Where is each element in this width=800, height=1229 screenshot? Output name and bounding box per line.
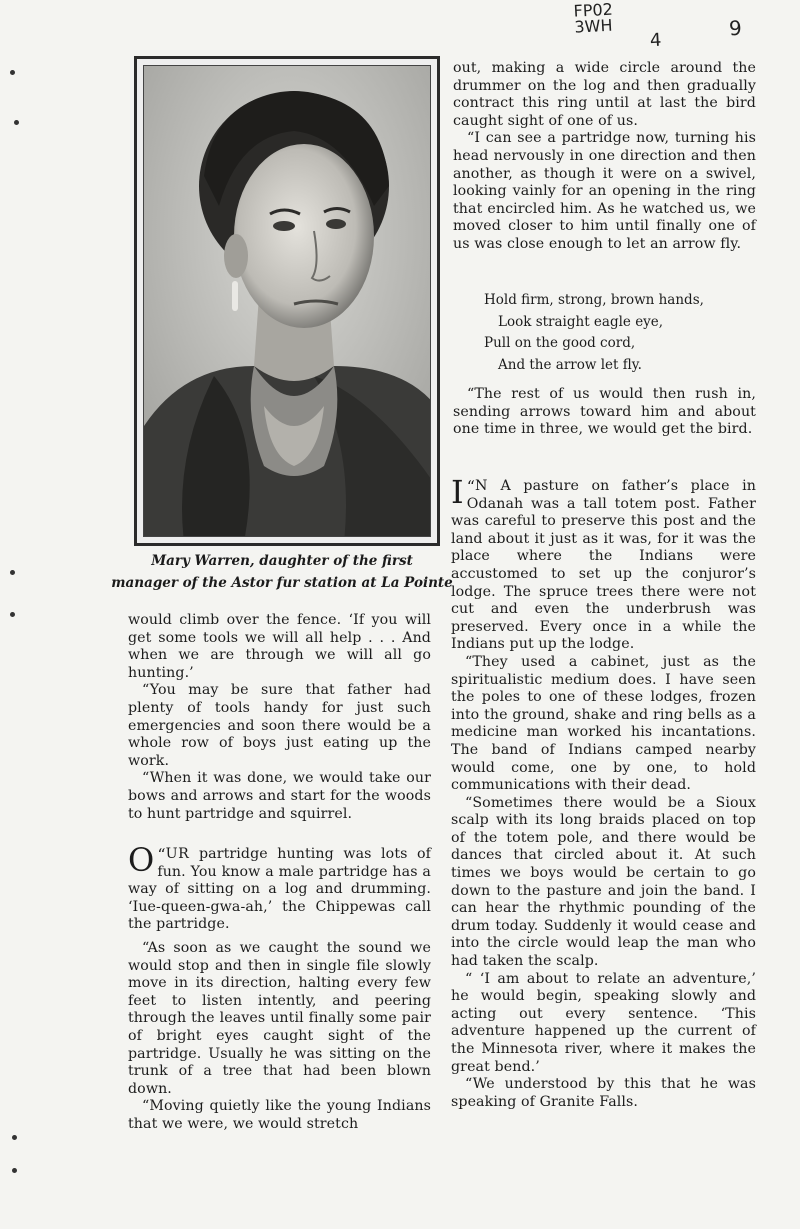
right-column-bottom: [451, 473, 756, 1111]
paragraph-text: A pasture on father’s place in Odanah was a tall totem post. Father was careful to preserve this post and the land about it just as it was, for it was the place where the Indians were accustomed to set up the conjuror’s lodge. The spruce trees there were not cut and even the underbrush was preserved. Every once in a while the Indians put up the lodge.: [451, 478, 756, 653]
margin-mark: [10, 70, 15, 75]
paragraph: “Sometimes there would be a Sioux scalp with its long braids placed on top of the totem pole, and there would be dances that circled about it. At such times we boys would be certain to go down to the pasture and join the band. I can hear the rhythmic pounding of the drum today. Suddenly it would cease and into the circle would leap the man who had taken the scalp.: [451, 794, 756, 970]
left-column-top: [128, 612, 431, 823]
verse-line: Hold firm, strong, brown hands,: [484, 292, 704, 308]
verse-line: And the arrow let fly.: [498, 356, 642, 373]
right-column-verse-followup: [453, 386, 756, 439]
verse: [484, 290, 754, 376]
caption-line-2: manager of the Astor fur station at La Pointe: [111, 575, 453, 591]
paragraph: out, making a wide circle around the drummer on the log and then gradually contract this ring until at last the bird caught sight of one of us.: [453, 60, 756, 129]
verse-line: Look straight eagle eye,: [498, 313, 664, 330]
first-word: UR: [165, 846, 190, 862]
margin-mark: [14, 120, 19, 125]
paragraph: “The rest of us would then rush in, sending arrows toward him and about one time in three, we would get the bird.: [453, 386, 756, 438]
paragraph: “I can see a partridge now, turning his head nervously in one direction and then another, as though it were on a swivel, looking vainly for an opening in the ring that encircled him. As he watched us, we moved closer to him until finally one of us was close enough to let an arrow fly.: [453, 130, 756, 252]
margin-mark: [12, 1135, 17, 1140]
paragraph: would climb over the fence. ‘If you will get some tools we will all help . . . And when we are through we will all go hunting.’: [128, 612, 431, 681]
margin-mark: [10, 570, 15, 575]
first-word: N: [475, 478, 489, 494]
photo-caption: [108, 550, 456, 594]
verse-line: Pull on the good cord,: [484, 335, 636, 351]
paragraph: “Moving quietly like the young Indians that we were, we would stretch: [128, 1098, 431, 1132]
left-column-bottom: [128, 841, 431, 1134]
opening-quote: “: [157, 845, 166, 864]
portrait-photo: [134, 56, 440, 546]
opening-quote: “: [466, 477, 476, 496]
paragraph: “When it was done, we would take our bows and arrows and start for the woods to hunt partridge and squirrel.: [128, 770, 431, 822]
caption-line-1: Mary Warren, daughter of the first: [151, 553, 413, 569]
paragraph: “You may be sure that father had plenty of tools handy for just such emergencies and soon there would be a whole row of boys just eating up the work.: [128, 682, 431, 769]
drop-cap: I: [451, 473, 464, 511]
margin-mark: [10, 612, 15, 617]
paragraph: “ ‘I am about to relate an adventure,’ he would begin, speaking slowly and acting out every sentence. ‘This adventure happened up the current of the Minnesota river, where it makes the great bend.’: [451, 970, 756, 1075]
portrait-image: [144, 66, 431, 537]
handwritten-archive-code: FP02 3WH: [573, 0, 614, 37]
handwritten-number: 4: [649, 29, 662, 52]
margin-mark: [12, 1168, 17, 1173]
paragraph: “As soon as we caught the sound we would stop and then in single file slowly move in its direction, halting every few feet to listen intently, and peering through the leaves until finally some pair of bright eyes caught sight of the partridge. Usually he was sitting on the trunk of a tree that had been blown down.: [128, 939, 431, 1097]
paragraph-text: partridge hunting was lots of fun. You know a male partridge has a way of sitting on a log and drumming. ‘Iue-queen-gwa-ah,’ the Chippewas call the partridge.: [128, 846, 431, 933]
drop-cap: O: [128, 841, 155, 879]
paragraph: “We understood by this that he was speaking of Granite Falls.: [451, 1076, 756, 1110]
handwritten-page-number: 9: [728, 15, 743, 41]
paragraph: “They used a cabinet, just as the spiritualistic medium does. I have seen the poles to one of these lodges, frozen into the ground, shake and ring bells as a medicine man worked his incantations. The band of Indians camped nearby would come, one by one, to hold communications with their dead.: [451, 653, 756, 794]
right-column-top: [453, 60, 756, 254]
section-opening-paragraph: [128, 841, 431, 934]
section-opening-paragraph: [451, 473, 756, 654]
